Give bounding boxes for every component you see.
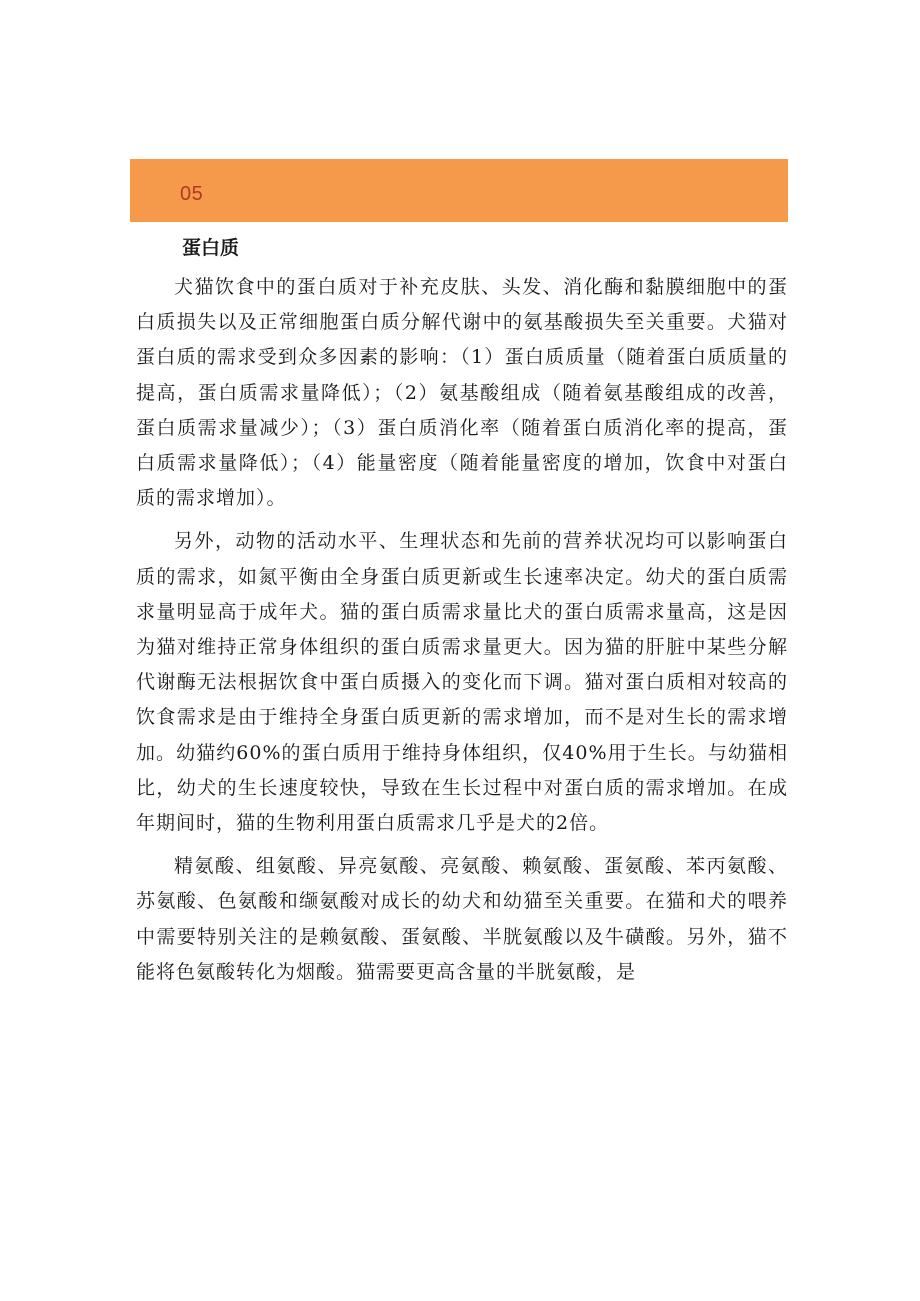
- body-text: [136, 270, 788, 998]
- paragraph: 精氨酸、组氨酸、异亮氨酸、亮氨酸、赖氨酸、蛋氨酸、苯丙氨酸、苏氨酸、色氨酸和缬氨酸对成长的幼犬和幼猫至关重要。在猫和犬的喂养中需要特别关注的是赖氨酸、蛋氨酸、半胱氨酸以及牛磺酸。另外，猫不能将色氨酸转化为烟酸。猫需要更高含量的半胱氨酸，是: [136, 855, 788, 983]
- section-number: 05: [180, 183, 204, 205]
- section-heading: 蛋白质: [182, 237, 240, 259]
- section-banner: [130, 159, 788, 222]
- paragraph: 另外，动物的活动水平、生理状态和先前的营养状况均可以影响蛋白质的需求，如氮平衡由全身蛋白质更新或生长速率决定。幼犬的蛋白质需求量明显高于成年犬。猫的蛋白质需求量比犬的蛋白质需求量高，这是因为猫对维持正常身体组织的蛋白质需求量更大。因为猫的肝脏中某些分解代谢酶无法根据饮食中蛋白质摄入的变化而下调。猫对蛋白质相对较高的饮食需求是由于维持全身蛋白质更新的需求增加，而不是对生长的需求增加。幼猫约60%的蛋白质用于维持身体组织，仅40%用于生长。与幼猫相比，幼犬的生长速度较快，导致在生长过程中对蛋白质的需求增加。在成年期间时，猫的生物利用蛋白质需求几乎是犬的2倍。: [136, 530, 788, 835]
- paragraph: 犬猫饮食中的蛋白质对于补充皮肤、头发、消化酶和黏膜细胞中的蛋白质损失以及正常细胞蛋白质分解代谢中的氨基酸损失至关重要。犬猫对蛋白质的需求受到众多因素的影响：（1）蛋白质质量（随着蛋白质质量的提高，蛋白质需求量降低）；（2）氨基酸组成（随着氨基酸组成的改善，蛋白质需求量减少）；（3）蛋白质消化率（随着蛋白质消化率的提高，蛋白质需求量降低）；（4）能量密度（随着能量密度的增加，饮食中对蛋白质的需求增加）。: [136, 276, 788, 510]
